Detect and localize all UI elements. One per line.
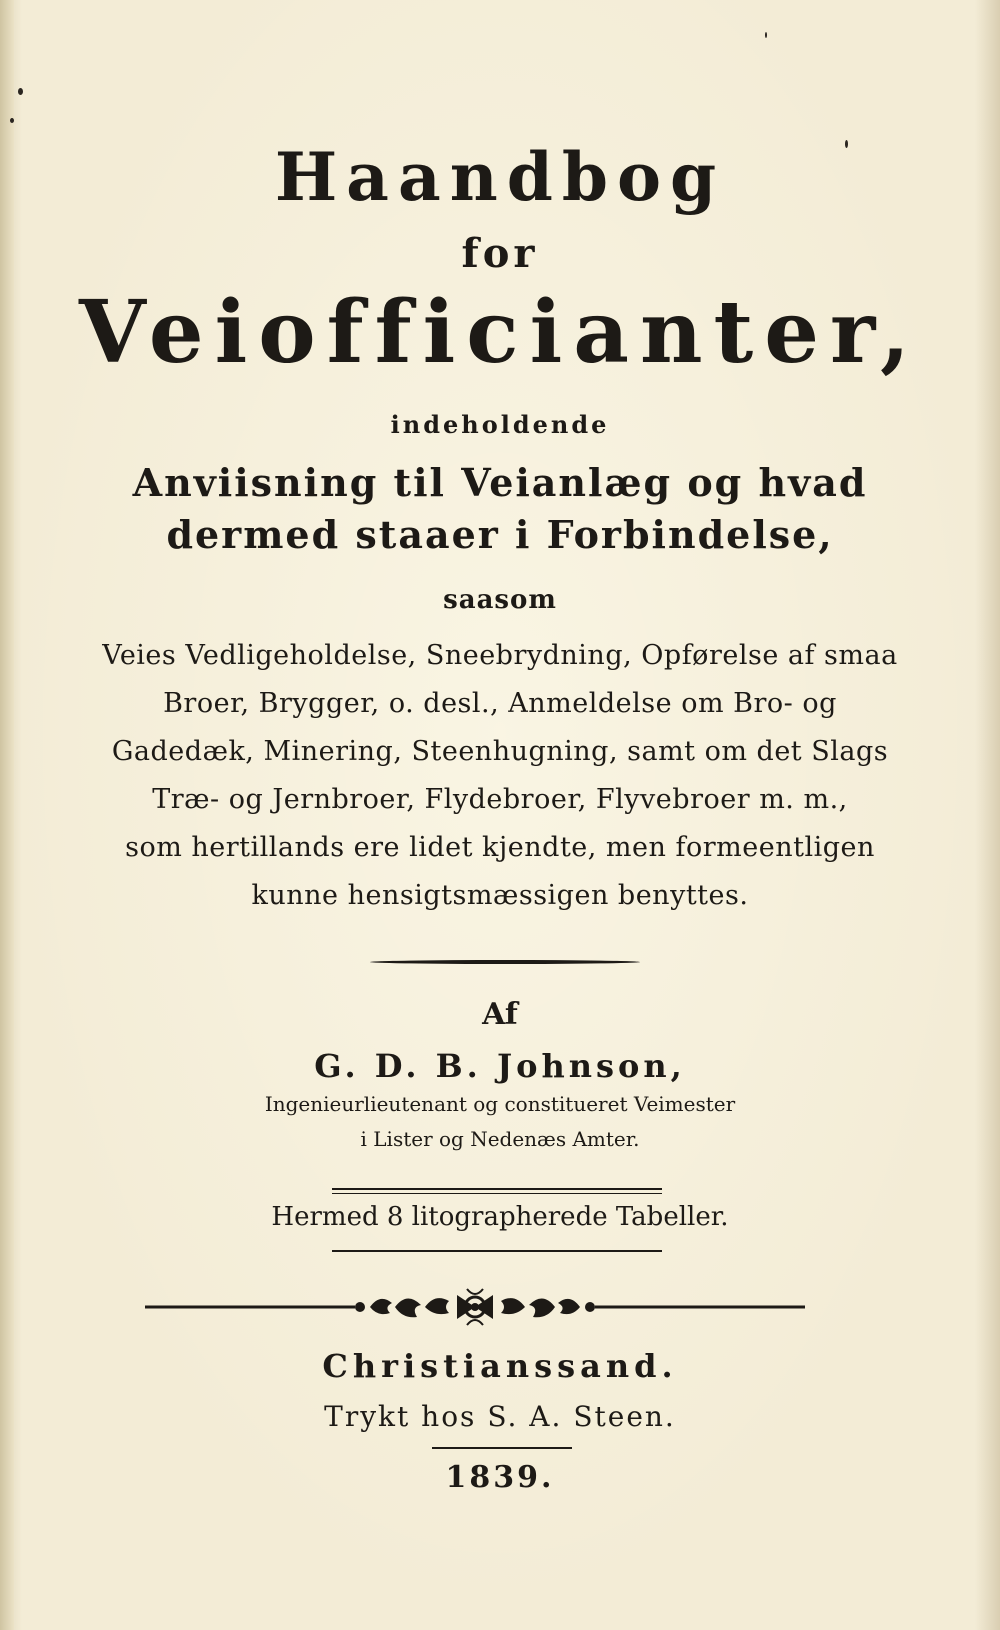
rule-divider (332, 1193, 662, 1194)
rule-divider (332, 1250, 662, 1252)
imprint-printer: Trykt hos S. A. Steen. (324, 1400, 676, 1433)
author-title-line-1: Ingenieurlieutenant og constitueret Veimester (264, 1092, 736, 1116)
description-line: som hertillands ere lidet kjendte, men formeentligen (125, 832, 875, 863)
tables-note: Hermed 8 litographerede Tabeller. (271, 1202, 729, 1232)
paper-speck (765, 32, 767, 38)
indeholdende-label: indeholdende (390, 410, 610, 439)
main-title: Veiofficianter, (79, 282, 921, 383)
rule-divider (432, 1447, 572, 1449)
paper-speck (18, 88, 23, 95)
description-line: Broer, Brygger, o. desl., Anmeldelse om Bro- og (163, 688, 837, 719)
description-line: Veies Vedligeholdelse, Sneebrydning, Opførelse af smaa (102, 640, 898, 671)
author-name: G. D. B. Johnson, (314, 1047, 686, 1085)
rule-divider (332, 1188, 662, 1190)
paper-speck (10, 118, 14, 123)
description-line: Gadedæk, Minering, Steenhugning, samt om det Slags (111, 736, 889, 767)
title-for: for (461, 230, 539, 277)
book-title: Haandbog (274, 138, 726, 216)
paper-speck (845, 140, 848, 148)
description-line: kunne hensigtsmæssigen benyttes. (251, 880, 749, 911)
imprint-city: Christianssand. (322, 1347, 678, 1385)
by-label: Af (482, 997, 518, 1032)
description-line: Træ- og Jernbroer, Flydebroer, Flyvebroer m. m., (152, 784, 848, 815)
subtitle-line-2: dermed staaer i Forbindelse, (166, 512, 834, 557)
author-title-line-2: i Lister og Nedenæs Amter. (360, 1127, 640, 1151)
imprint-year: 1839. (445, 1460, 555, 1495)
subtitle-line-1: Anviisning til Veianlæg og hvad (132, 460, 868, 505)
ornamental-divider (145, 1287, 805, 1327)
saasom-label: saasom (443, 585, 557, 615)
swelled-rule-divider (370, 960, 640, 964)
